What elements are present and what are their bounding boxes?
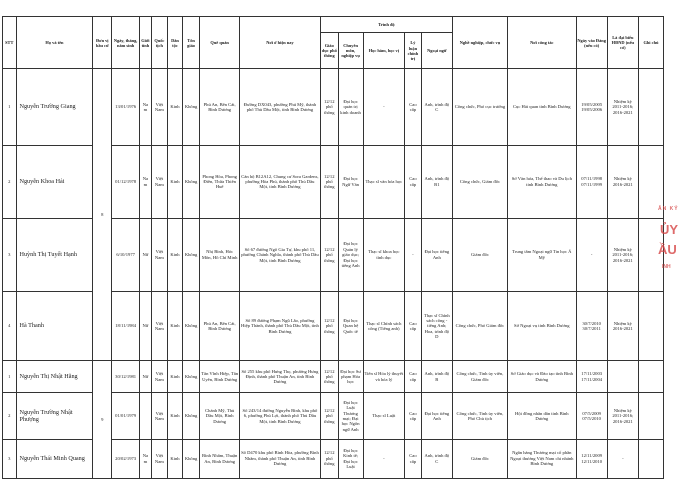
cell-chuyen-mon: Đại học Quan hệ Quốc tế bbox=[338, 291, 363, 360]
cell-noi-cong-tac: Sở Ngoại vụ tỉnh Bình Dương bbox=[507, 291, 576, 360]
cell-ethnic: Kinh bbox=[168, 291, 183, 360]
cell-ngay-vao-dang: 07/5/2009 07/5/2010 bbox=[576, 393, 607, 439]
cell-dob: 01/12/1978 bbox=[112, 145, 140, 218]
header-ethnic: Dân tộc bbox=[168, 17, 183, 69]
cell-noi-cong-tac: Hội đồng nhân dân tỉnh Bình Dương bbox=[507, 393, 576, 439]
header-dai-bieu: Là đại biểu HĐND (nếu có) bbox=[607, 17, 638, 69]
cell-hoc-ham: Tiến sĩ Hóa lý thuyết và hóa lý bbox=[363, 361, 405, 393]
cell-residence: Số 67 đường Ngô Gia Tự, khu phố 11, phường Chánh Nghĩa, thành phố Thủ Dầu Một, tỉnh Bình Dương bbox=[239, 218, 320, 291]
cell-ly-luan: Cao cấp bbox=[405, 361, 422, 393]
cell-stt: 2 bbox=[3, 393, 17, 439]
cell-nation: Việt Nam bbox=[151, 439, 168, 478]
cell-hoc-ham: Thạc sĩ Luật bbox=[363, 393, 405, 439]
cell-gdpt: 12/12 phổ thông bbox=[320, 393, 338, 439]
cell-nghe: Công chức, Phó cục trưởng bbox=[452, 69, 507, 145]
cell-dob: 20/02/1973 bbox=[112, 439, 140, 478]
cell-residence: Số 255 khu phố Hưng Thọ, phường Hưng Định, thành phố Thuận An, tỉnh Bình Dương bbox=[239, 361, 320, 393]
cell-residence: Đường DX043, phường Phú Mỹ, thành phố Thủ Dầu Một, tỉnh Bình Dương bbox=[239, 69, 320, 145]
cell-ngoai-ngu: Đại học tiếng Anh bbox=[421, 218, 452, 291]
cell-ly-luan: Cao cấp bbox=[405, 145, 422, 218]
cell-sex: Nữ bbox=[140, 361, 151, 393]
cell-ghi-chu bbox=[638, 291, 663, 360]
cell-dob: 6/10/1977 bbox=[112, 218, 140, 291]
table-row bbox=[3, 361, 664, 393]
cell-ngoai-ngu: Anh, trình độ C bbox=[421, 439, 452, 478]
cell-ngoai-ngu: Anh, trình độ B bbox=[421, 361, 452, 393]
cell-ngay-vao-dang: 17/11/2003 17/11/2004 bbox=[576, 361, 607, 393]
header-stt: STT bbox=[3, 17, 17, 69]
cell-chuyen-mon: Đại học Luật Thương mại; Đại học Ngôn ngữ Anh bbox=[338, 393, 363, 439]
cell-religion: Không bbox=[182, 69, 200, 145]
cell-ethnic: Kinh bbox=[168, 361, 183, 393]
cell-noi-cong-tac: Sở Giáo dục và Đào tạo tỉnh Bình Dương bbox=[507, 361, 576, 393]
header-ly-luan: Lý luận chính trị bbox=[405, 33, 422, 69]
cell-hoc-ham: - bbox=[363, 439, 405, 478]
header-dob: Ngày, tháng, năm sinh bbox=[112, 17, 140, 69]
header-gdpt: Giáo dục phổ thông bbox=[320, 33, 338, 69]
cell-noi-cong-tac: Ngân hàng Thương mại cổ phần Ngoại thương Việt Nam chi nhánh Bình Dương bbox=[507, 439, 576, 478]
cell-stt: 4 bbox=[3, 291, 17, 360]
cell-ethnic: Kinh bbox=[168, 69, 183, 145]
cell-ngay-vao-dang: 30/7/2010 30/7/2011 bbox=[576, 291, 607, 360]
cell-nation: Việt Nam bbox=[151, 69, 168, 145]
cell-gdpt: 12/12 phổ thông bbox=[320, 439, 338, 478]
header-unit: Đơn vị bầu cử bbox=[93, 17, 112, 69]
cell-dai-bieu: Nhiệm kỳ 2016-2021 bbox=[607, 145, 638, 218]
cell-nghe: Công chức, Phó Giám đốc bbox=[452, 291, 507, 360]
cell-hometown: Bình Nhâm, Thuận An, Bình Dương bbox=[200, 439, 239, 478]
cell-dob: 01/01/1979 bbox=[112, 393, 140, 439]
stamp-text: ỦY bbox=[660, 222, 679, 237]
header-nation: Quốc tịch bbox=[151, 17, 168, 69]
cell-sex bbox=[140, 393, 151, 439]
cell-hometown: Phong Hòa, Phong Điền, Thừa Thiên Huế bbox=[200, 145, 239, 218]
cell-name: Nguyễn Thị Nhật Hằng bbox=[16, 361, 93, 393]
cell-dob: 18/11/1984 bbox=[112, 291, 140, 360]
cell-chuyen-mon: Đại học Ngữ Văn bbox=[338, 145, 363, 218]
cell-ngay-vao-dang: - bbox=[576, 218, 607, 291]
cell-dai-bieu: Nhiệm kỳ 2016-2021 bbox=[607, 291, 638, 360]
header-chuyen-mon: Chuyên môn, nghiệp vụ bbox=[338, 33, 363, 69]
cell-religion: Không bbox=[182, 218, 200, 291]
stamp-text: ẦU bbox=[658, 242, 677, 257]
cell-dai-bieu bbox=[607, 361, 638, 393]
stamp-text: ÂN KÝ bbox=[658, 206, 679, 212]
cell-name: Huỳnh Thị Tuyết Hạnh bbox=[16, 218, 93, 291]
cell-stt: 3 bbox=[3, 218, 17, 291]
cell-ly-luan: Cao cấp bbox=[405, 69, 422, 145]
header-ghi-chu: Ghi chú bbox=[638, 17, 663, 69]
cell-hoc-ham: Thạc sĩ khoa học tình dục bbox=[363, 218, 405, 291]
header-trinh-do: Trình độ bbox=[320, 17, 452, 33]
cell-ngoai-ngu: Đại học tiếng Anh bbox=[421, 393, 452, 439]
cell-dai-bieu: Nhiệm kỳ 2011-2016; 2016-2021 bbox=[607, 218, 638, 291]
cell-hoc-ham: Thạc sĩ Chính sách công (Tiếng anh) bbox=[363, 291, 405, 360]
cell-ly-luan: Cao cấp bbox=[405, 291, 422, 360]
cell-sex: Nữ bbox=[140, 218, 151, 291]
cell-ly-luan: - bbox=[405, 218, 422, 291]
cell-nghe: Giám đốc bbox=[452, 218, 507, 291]
cell-chuyen-mon: Đại học Quản lý giáo dục; Đại học tiếng Anh bbox=[338, 218, 363, 291]
cell-sex: Nữ bbox=[140, 291, 151, 360]
cell-hometown: Nhị Bình, Hóc Môn, Hồ Chí Minh bbox=[200, 218, 239, 291]
cell-unit: 9 bbox=[93, 361, 112, 479]
cell-chuyen-mon: Đại học quản trị kinh doanh bbox=[338, 69, 363, 145]
cell-residence: Số D470 khu phố Bình Hòa, phường Bình Nhâm, thành phố Thuận An, tỉnh Bình Dương bbox=[239, 439, 320, 478]
cell-ghi-chu bbox=[638, 69, 663, 145]
cell-sex: Nam bbox=[140, 69, 151, 145]
cell-name: Nguyễn Trường Nhật Phượng bbox=[16, 393, 93, 439]
cell-dai-bieu: Nhiệm kỳ 2011-2016; 2016-2021 bbox=[607, 393, 638, 439]
cell-stt: 1 bbox=[3, 69, 17, 145]
cell-sex: Nam bbox=[140, 145, 151, 218]
cell-chuyen-mon: Đại học Sư phạm Hóa học bbox=[338, 361, 363, 393]
cell-ngay-vao-dang: 19/05/2005 19/05/2006 bbox=[576, 69, 607, 145]
cell-gdpt: 12/12 phổ thông bbox=[320, 69, 338, 145]
cell-ngoai-ngu: Anh, trình độ C bbox=[421, 69, 452, 145]
candidate-table bbox=[2, 16, 664, 479]
header-nghe: Nghề nghiệp, chức vụ bbox=[452, 17, 507, 69]
cell-nation: Việt Nam bbox=[151, 145, 168, 218]
table-row bbox=[3, 69, 664, 145]
header-sex: Giới tính bbox=[140, 17, 151, 69]
cell-nation: Việt Nam bbox=[151, 393, 168, 439]
cell-unit: 8 bbox=[93, 69, 112, 361]
header-ngoai-ngu: Ngoại ngữ bbox=[421, 33, 452, 69]
cell-residence: Căn hộ B12A12, Chung cư Sora Gardens, phường Hòa Phú, thành phố Thủ Dầu Một, tỉnh Bình Dương bbox=[239, 145, 320, 218]
cell-stt: 3 bbox=[3, 439, 17, 478]
cell-ethnic: Kinh bbox=[168, 439, 183, 478]
cell-ngoai-ngu: Anh, trình độ B1 bbox=[421, 145, 452, 218]
red-seal-stamp bbox=[656, 200, 680, 280]
cell-hometown: Phú An, Bến Cát, Bình Dương bbox=[200, 69, 239, 145]
cell-religion: Không bbox=[182, 439, 200, 478]
cell-hometown: Phú An, Bến Cát, Bình Dương bbox=[200, 291, 239, 360]
cell-hoc-ham: - bbox=[363, 69, 405, 145]
cell-nation: Việt Nam bbox=[151, 361, 168, 393]
header-noi-cong-tac: Nơi công tác bbox=[507, 17, 576, 69]
cell-nation: Việt Nam bbox=[151, 218, 168, 291]
header-hoc-ham: Học hàm, học vị bbox=[363, 33, 405, 69]
cell-ethnic: Kinh bbox=[168, 145, 183, 218]
cell-hometown: Tân Vĩnh Hiệp, Tân Uyên, Bình Dương bbox=[200, 361, 239, 393]
cell-ghi-chu bbox=[638, 439, 663, 478]
cell-sex: Nam bbox=[140, 439, 151, 478]
cell-ethnic: Kinh bbox=[168, 393, 183, 439]
header-residence: Nơi ở hiện nay bbox=[239, 17, 320, 69]
cell-nation: Việt Nam bbox=[151, 291, 168, 360]
header-hometown: Quê quán bbox=[200, 17, 239, 69]
cell-ghi-chu bbox=[638, 393, 663, 439]
header-ngay-vao-dang: Ngày vào Đảng (nếu có) bbox=[576, 17, 607, 69]
cell-residence: Số 89 đường Phạm Ngũ Lão, phường Hiệp Thành, thành phố Thủ Dầu Một, tỉnh Bình Dương bbox=[239, 291, 320, 360]
cell-noi-cong-tac: Sở Văn hóa, Thể thao và Du lịch tỉnh Bình Dương bbox=[507, 145, 576, 218]
cell-noi-cong-tac: Cục Hải quan tỉnh Bình Dương bbox=[507, 69, 576, 145]
cell-ly-luan: Cao cấp bbox=[405, 393, 422, 439]
cell-ghi-chu bbox=[638, 361, 663, 393]
cell-nghe: Công chức, Giám đốc bbox=[452, 145, 507, 218]
cell-religion: Không bbox=[182, 291, 200, 360]
header-name: Họ và tên bbox=[16, 17, 93, 69]
cell-name: Nguyễn Thái Minh Quang bbox=[16, 439, 93, 478]
cell-nghe: Công chức, Tỉnh ủy viên, Giám đốc bbox=[452, 361, 507, 393]
cell-nghe: Giám đốc bbox=[452, 439, 507, 478]
cell-ngoai-ngu: Thạc sĩ Chính sách công - tiếng Anh; Hoa, trình độ D bbox=[421, 291, 452, 360]
cell-stt: 1 bbox=[3, 361, 17, 393]
cell-dai-bieu: Nhiệm kỳ 2011-2016; 2016-2021 bbox=[607, 69, 638, 145]
cell-ly-luan: Cao cấp bbox=[405, 439, 422, 478]
cell-religion: Không bbox=[182, 393, 200, 439]
cell-hoc-ham: Thạc sĩ văn hóa học bbox=[363, 145, 405, 218]
cell-name: Nguyễn Khoa Hải bbox=[16, 145, 93, 218]
cell-residence: Số 243/14 đường Nguyễn Bình, khu phố 6, phường Phú Lợi, thành phố Thủ Dầu Một, tỉnh Bình Dương bbox=[239, 393, 320, 439]
cell-ngay-vao-dang: 12/11/2009 12/11/2010 bbox=[576, 439, 607, 478]
cell-religion: Không bbox=[182, 145, 200, 218]
cell-chuyen-mon: Đại học Kinh tế; Đại học Luật bbox=[338, 439, 363, 478]
cell-gdpt: 12/12 phổ thông bbox=[320, 291, 338, 360]
cell-dai-bieu: - bbox=[607, 439, 638, 478]
cell-stt: 2 bbox=[3, 145, 17, 218]
cell-hometown: Chánh Mỹ, Thủ Dầu Một, Bình Dương bbox=[200, 393, 239, 439]
cell-noi-cong-tac: Trung tâm Ngoại ngữ Tin học Á Mỹ bbox=[507, 218, 576, 291]
cell-gdpt: 12/12 phổ thông bbox=[320, 145, 338, 218]
cell-name: Hà Thanh bbox=[16, 291, 93, 360]
cell-nghe: Công chức, Tỉnh ủy viên, Phó Chủ tịch bbox=[452, 393, 507, 439]
cell-ngay-vao-dang: 07/11/1998 07/11/1999 bbox=[576, 145, 607, 218]
header-religion: Tôn giáo bbox=[182, 17, 200, 69]
cell-religion: Không bbox=[182, 361, 200, 393]
stamp-text: INH bbox=[662, 264, 671, 270]
cell-gdpt: 12/12 phổ thông bbox=[320, 218, 338, 291]
cell-dob: 13/01/1976 bbox=[112, 69, 140, 145]
cell-dob: 30/12/1981 bbox=[112, 361, 140, 393]
cell-name: Nguyễn Trường Giang bbox=[16, 69, 93, 145]
cell-ethnic: Kinh bbox=[168, 218, 183, 291]
cell-gdpt: 12/12 phổ thông bbox=[320, 361, 338, 393]
